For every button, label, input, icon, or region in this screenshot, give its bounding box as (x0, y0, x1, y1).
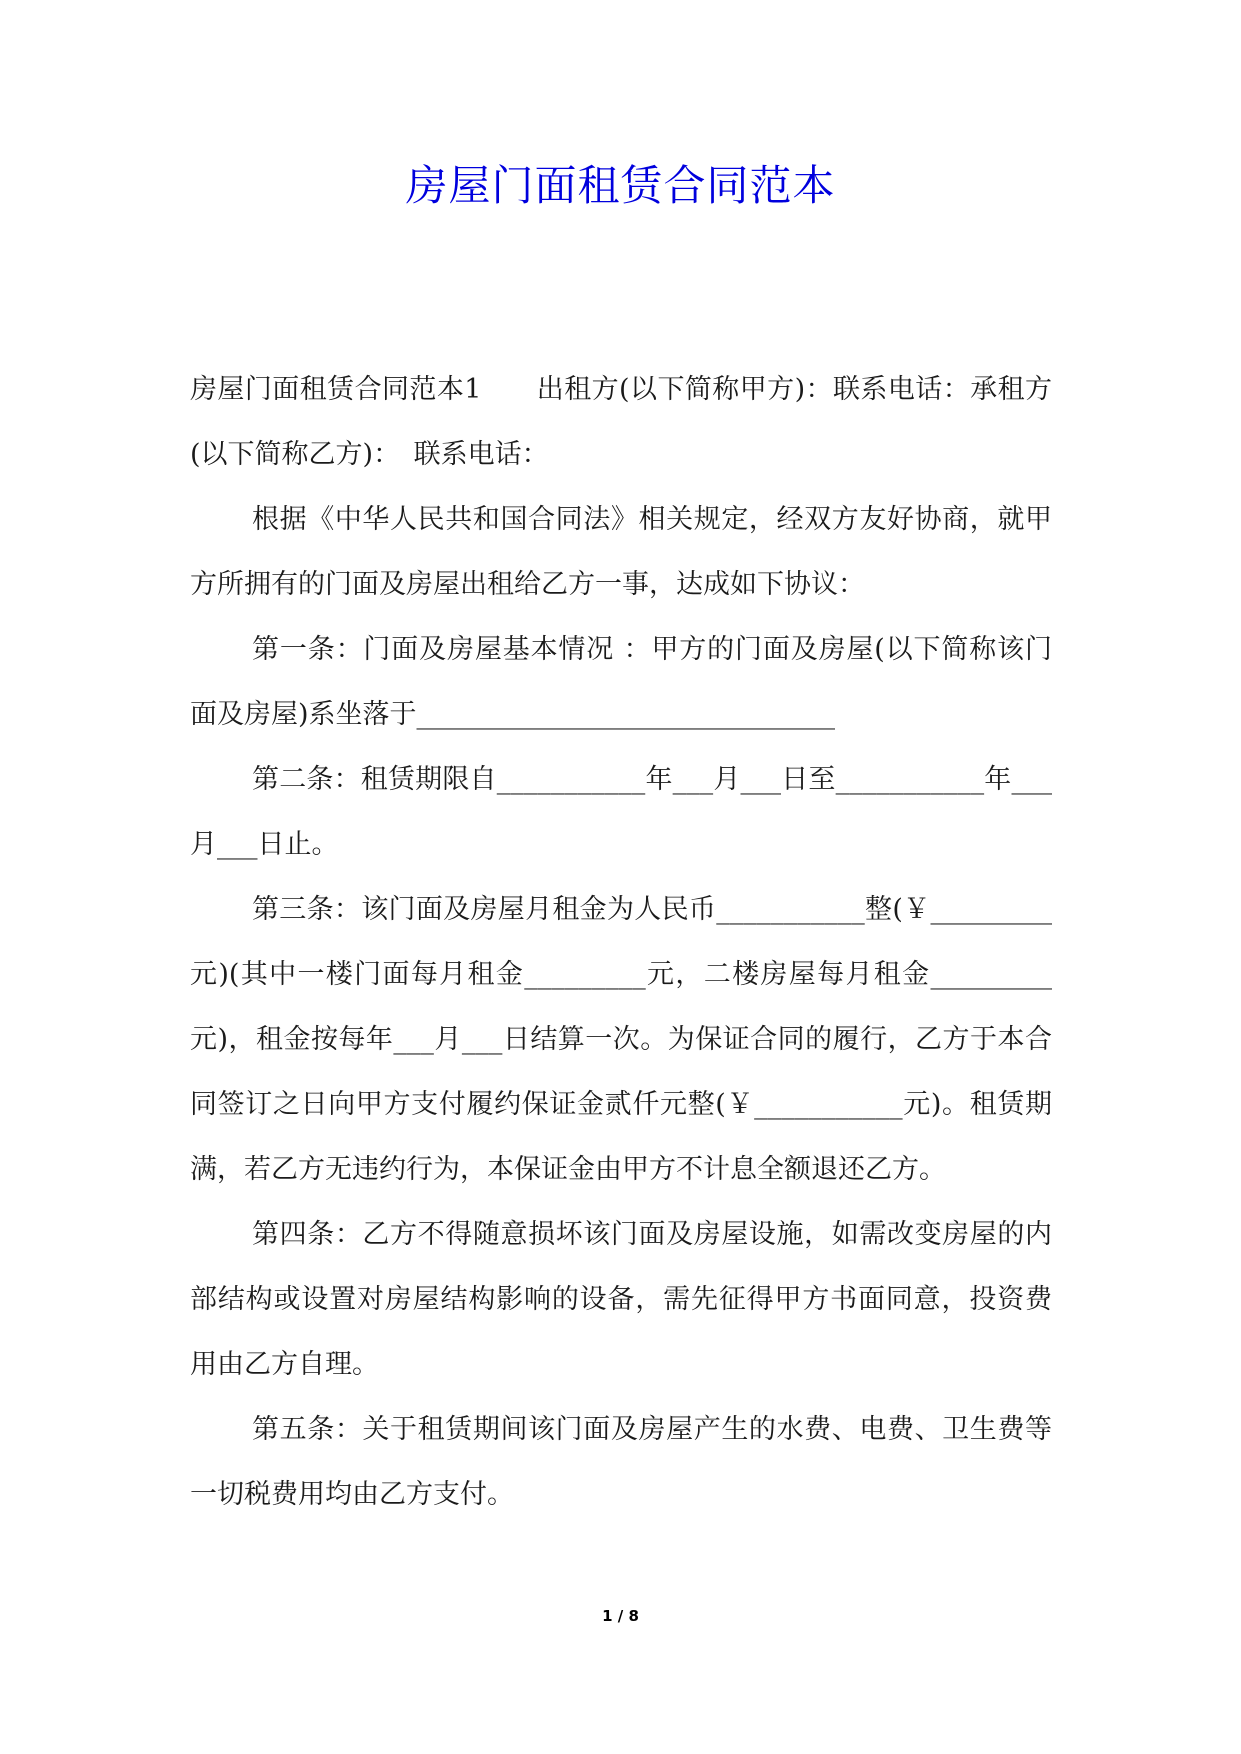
paragraph-article-1: 第一条：门面及房屋基本情况 ：甲方的门面及房屋(以下简称该门面及房屋)系坐落于_______________________________ (190, 634, 1052, 730)
paragraph-preamble: 根据《中华人民共和国合同法》相关规定，经双方友好协商，就甲方所拥有的门面及房屋出租给乙方一事，达成如下协议： (190, 504, 1052, 600)
paragraph-article-3: 第三条：该门面及房屋月租金为人民币___________整(￥_________元)(其中一楼门面每月租金_________元，二楼房屋每月租金_________元)，租金按每年___月___日结算一次。为保证合同的履行，乙方于本合同签订之日向甲方支付履约保证金贰仟元整(￥___________元)。租赁期满，若乙方无违约行为，本保证金由甲方不计息全额退还乙方。 (190, 894, 1052, 1185)
document-title: 房屋门面租赁合同范本 (405, 161, 836, 210)
page-number: 1 / 8 (602, 1607, 639, 1625)
paragraph-article-4: 第四条：乙方不得随意损坏该门面及房屋设施，如需改变房屋的内部结构或设置对房屋结构影响的设备，需先征得甲方书面同意，投资费用由乙方自理。 (190, 1219, 1052, 1380)
paragraph-article-2: 第二条：租赁期限自___________年___月___日至___________年___月___日止。 (190, 764, 1052, 860)
document-body (190, 357, 1052, 1527)
paragraph-article-5: 第五条：关于租赁期间该门面及房屋产生的水费、电费、卫生费等一切税费用均由乙方支付。 (190, 1414, 1052, 1510)
paragraph-intro: 房屋门面租赁合同范本1 出租方(以下简称甲方)：联系电话：承租方(以下简称乙方)： 联系电话： (190, 374, 1052, 470)
